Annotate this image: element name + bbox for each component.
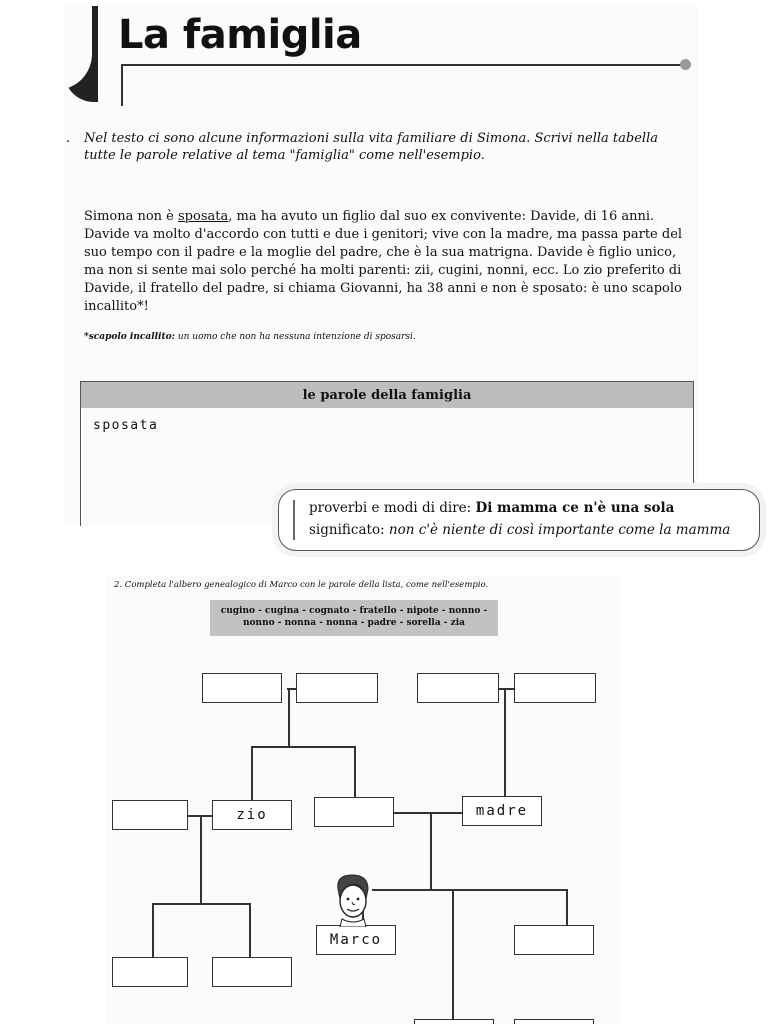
tree-box-grandparent-4[interactable] — [514, 673, 596, 703]
tree-line — [251, 746, 355, 748]
exercise-sheet-2 — [106, 575, 620, 1024]
title-tab-decoration — [64, 6, 98, 102]
tree-line — [504, 688, 506, 812]
tree-line — [372, 889, 566, 891]
tree-box-bottom-1[interactable] — [414, 1019, 494, 1024]
tree-line — [354, 746, 356, 798]
proverb-line: proverbi e modi di dire: Di mamma ce n'è una sola — [309, 500, 675, 516]
tree-box-grandparent-3[interactable] — [417, 673, 499, 703]
tree-line — [200, 815, 202, 903]
tree-box-madre[interactable]: madre — [462, 796, 542, 826]
tree-box-cousin-1[interactable] — [112, 957, 188, 987]
page-title: La famiglia — [118, 12, 362, 58]
title-rule-horizontal — [121, 64, 683, 66]
title-rule — [121, 64, 123, 106]
tree-line — [452, 889, 454, 1024]
tree-box-marco: Marco — [316, 925, 396, 955]
tree-line — [566, 889, 568, 925]
table-answer-cell[interactable]: sposata — [93, 418, 159, 433]
exercise-1-number: . — [66, 131, 71, 146]
tree-box-grandparent-1[interactable] — [202, 673, 282, 703]
tree-box-sibling[interactable] — [514, 925, 594, 955]
title-rule-dot — [680, 59, 691, 70]
tree-box-aunt[interactable] — [112, 800, 188, 830]
underlined-word: sposata — [178, 209, 229, 224]
exercise-2-instruction: 2. Completa l'albero genealogico di Marco con le parole della lista, come nell'esempio. — [114, 580, 489, 590]
marco-avatar-icon — [332, 871, 374, 927]
tree-box-grandparent-2[interactable] — [296, 673, 378, 703]
word-list: cugino - cugina - cognato - fratello - nipote - nonno - nonno - nonna - nonna - padre - sorella - zia — [210, 600, 498, 636]
tree-line — [152, 903, 154, 957]
tree-line — [251, 746, 253, 800]
tree-line — [249, 903, 251, 957]
reading-text: Simona non è sposata, ma ha avuto un figlio dal suo ex convivente: Davide, di 16 anni. Davide va molto d'accordo con tutti e due i genitori; vive con la madre, ma passa parte del suo tempo con il padre e la moglie del padre, che è la sua matrigna. Davide è figlio unico, ma non si sente mai solo perché ha molti parenti: zii, cugini, nonni, ecc. Lo zio preferito di Davide, il fratello del padre, si chiama Giovanni, ha 38 anni e non è sposato: è uno scapolo incallito*! — [84, 209, 683, 314]
proverb-box — [278, 489, 760, 551]
tree-box-bottom-2[interactable] — [514, 1019, 594, 1024]
tree-line — [498, 688, 514, 690]
footnote: *scapolo incallito: un uomo che non ha nessuna intenzione di sposarsi. — [84, 332, 416, 342]
tree-line — [394, 812, 462, 814]
tree-line — [288, 688, 290, 746]
tree-line — [152, 903, 250, 905]
exercise-sheet-1 — [64, 6, 698, 526]
proverb-rule — [293, 500, 295, 540]
tree-box-zio[interactable]: zio — [212, 800, 292, 830]
meaning-line: significato: non c'è niente di così importante come la mamma — [309, 522, 731, 538]
table-header: le parole della famiglia — [81, 382, 693, 408]
tree-box-cousin-2[interactable] — [212, 957, 292, 987]
tree-line — [430, 812, 432, 890]
exercise-1-instruction: Nel testo ci sono alcune informazioni sulla vita familiare di Simona. Scrivi nella tabella tutte le parole relative al tema "famiglia" come nell'esempio. — [84, 131, 658, 163]
tree-box-father[interactable] — [314, 797, 394, 827]
